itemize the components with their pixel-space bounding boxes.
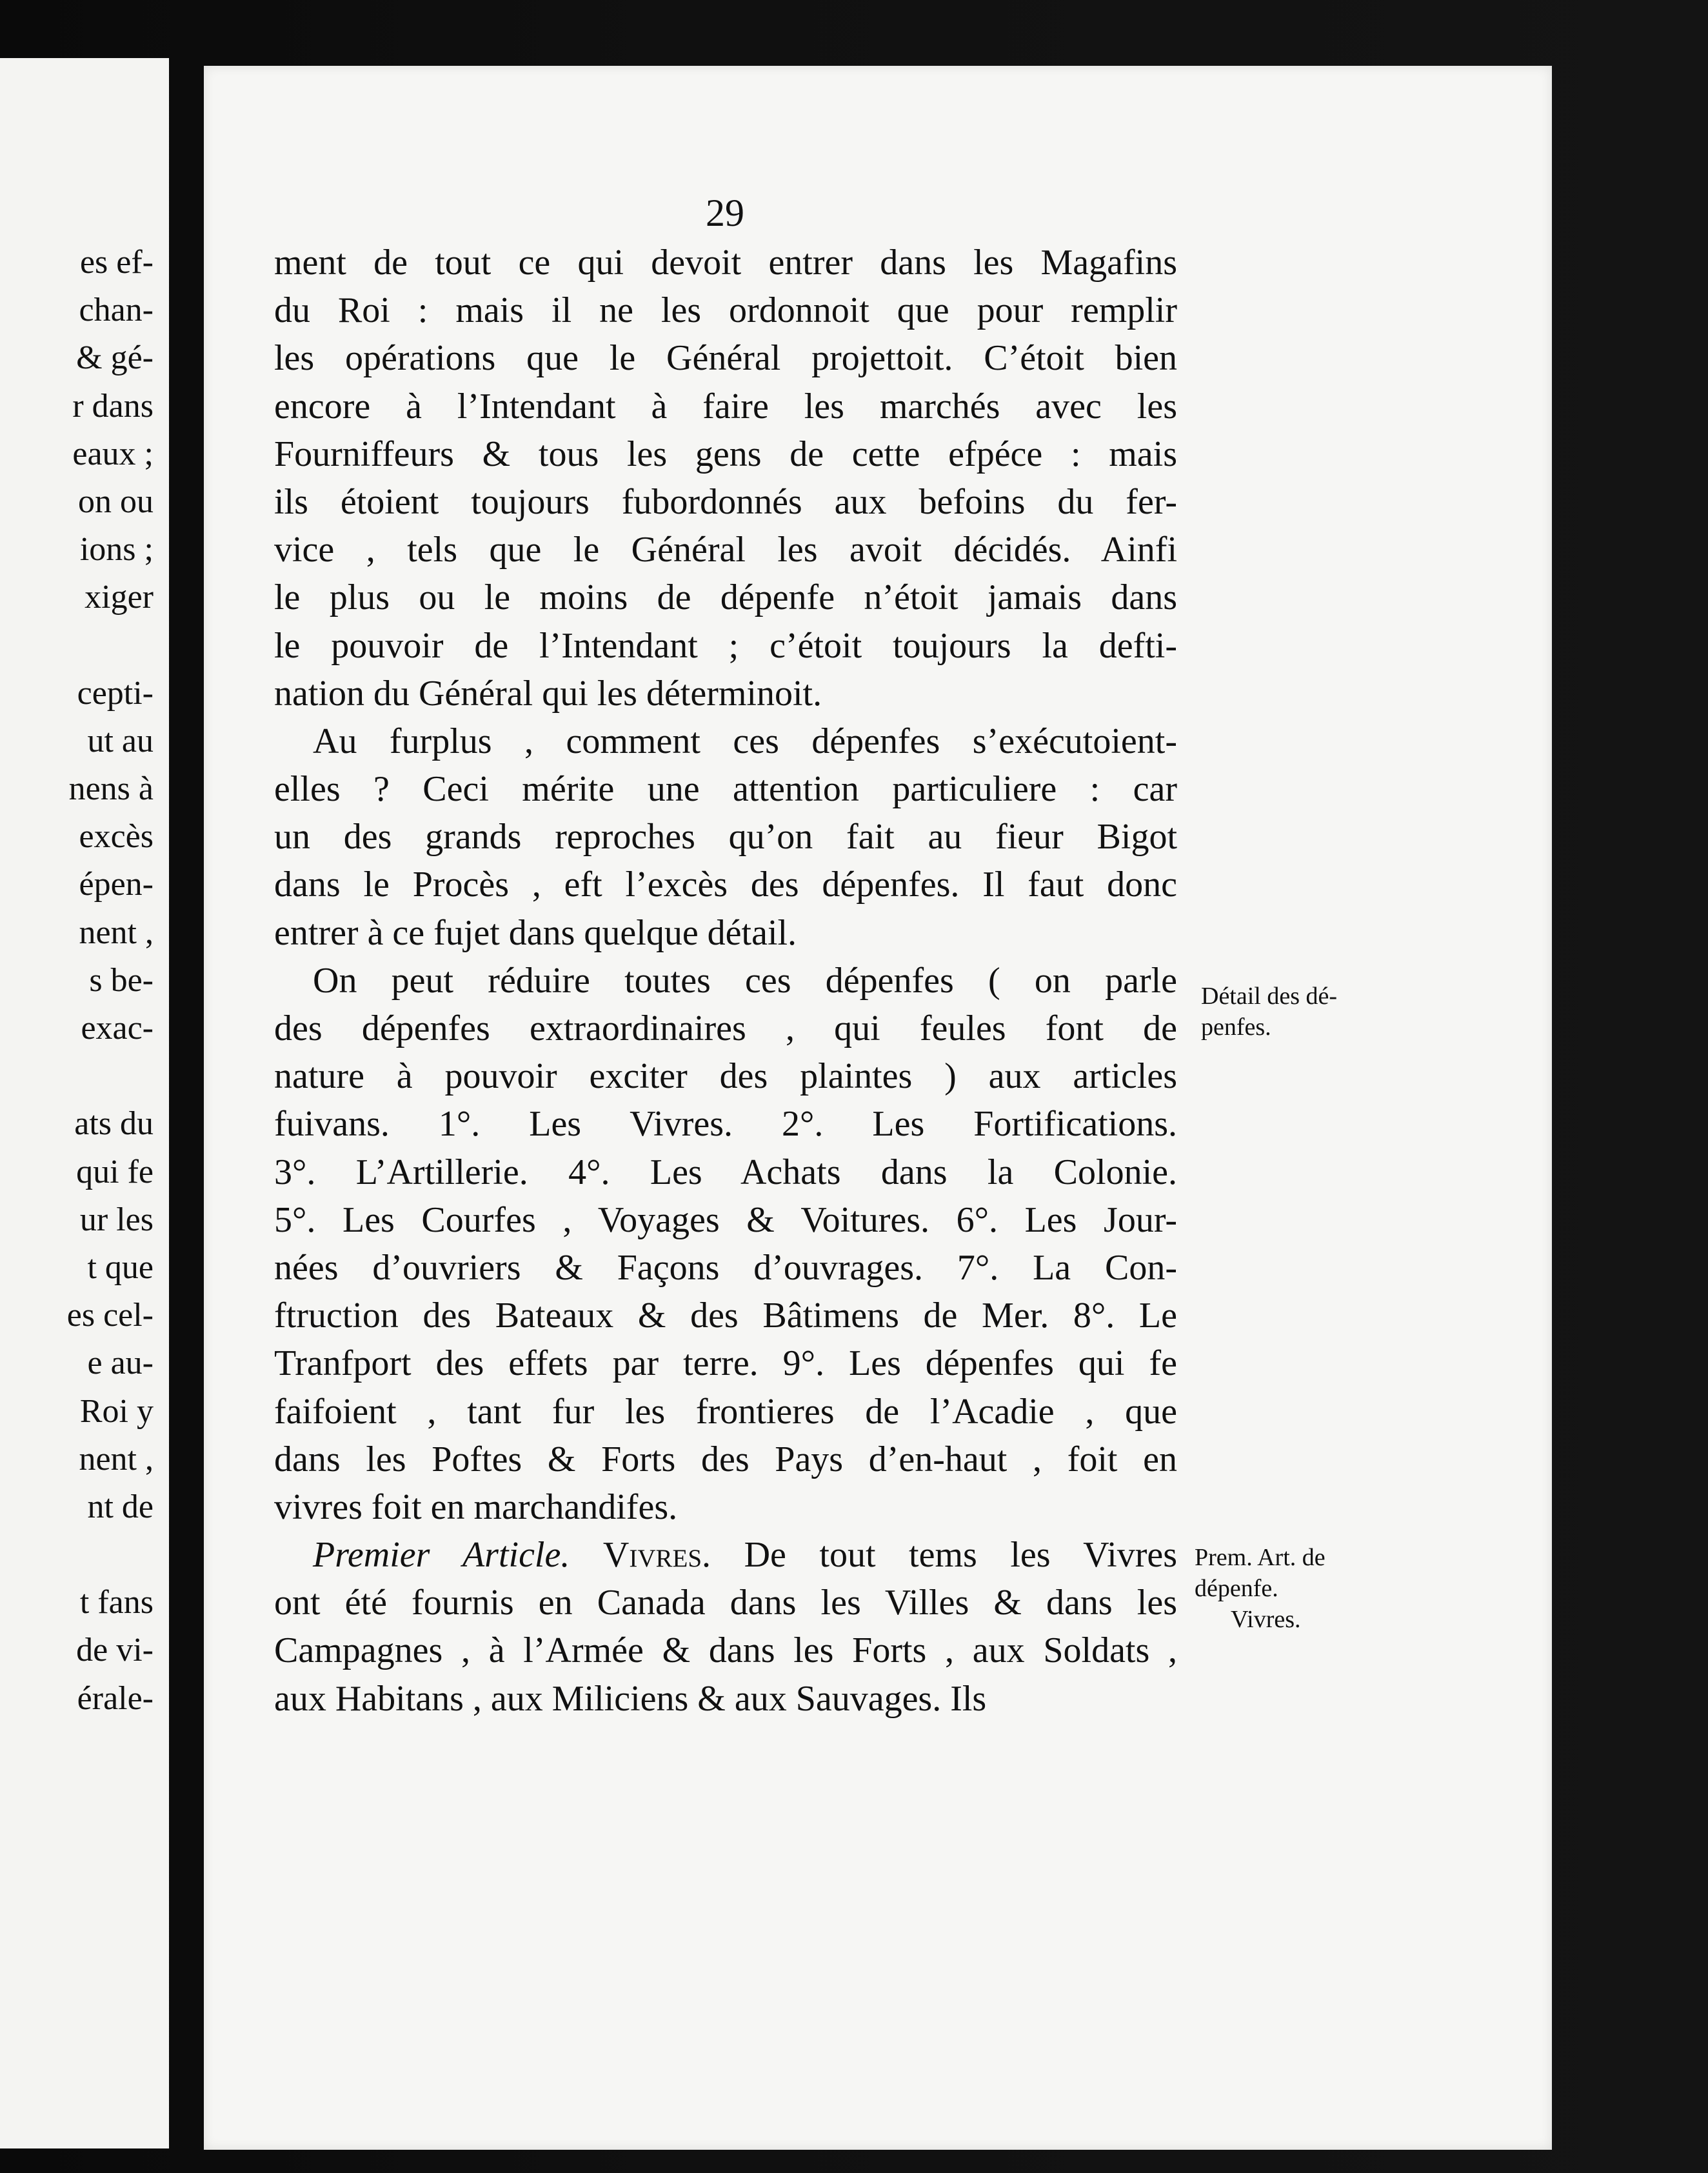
- text-line: dans les Poftes & Forts des Pays d’en-haut , foit en: [274, 1439, 1177, 1479]
- text-line: 5°. Les Courfes , Voyages & Voitures. 6°. Les Jour-: [274, 1199, 1177, 1240]
- text-line: ont été fournis en Canada dans les Villes & dans les: [274, 1583, 1177, 1623]
- text-line: vice , tels que le Général les avoit décidés. Ainfi: [274, 530, 1177, 570]
- facing-line: de vi-: [76, 1632, 154, 1669]
- text-line: du Roi : mais il ne les ordonnoit que pour remplir: [274, 290, 1177, 331]
- facing-line: exac-: [81, 1010, 154, 1046]
- text-line: nées d’ouvriers & Façons d’ouvrages. 7°. La Con-: [274, 1247, 1177, 1288]
- text-line: un des grands reproches qu’on fait au fieur Bigot: [274, 817, 1177, 857]
- facing-line: r dans: [72, 387, 154, 425]
- text-line: Fourniffeurs & tous les gens de cette efpéce : mais: [274, 434, 1177, 474]
- facing-line: xiger: [84, 579, 154, 616]
- facing-line: es cel-: [66, 1297, 154, 1334]
- text-line: elles ? Ceci mérite une attention particuliere : car: [274, 769, 1177, 810]
- text-line: entrer à ce fujet dans quelque détail.: [274, 912, 797, 953]
- facing-line: ut au: [87, 722, 154, 759]
- text-line: faifoient , tant fur les frontieres de l’Acadie , que: [274, 1391, 1177, 1432]
- text-line: ils étoient toujours fubordonnés aux befoins du fer-: [274, 481, 1177, 522]
- text-line: des dépenfes extraordinaires , qui feules font de: [274, 1008, 1177, 1048]
- body-text: [274, 239, 1177, 1723]
- facing-page-edge: [0, 58, 169, 2148]
- text-line: ment de tout ce qui devoit entrer dans les Magafins: [274, 243, 1177, 283]
- facing-line: nt de: [87, 1488, 154, 1525]
- facing-line: érale-: [77, 1679, 154, 1717]
- text-line: dans le Procès , eft l’excès des dépenfes. Il faut donc: [274, 865, 1177, 905]
- article-heading-line: [274, 1531, 1177, 1579]
- text-line: vivres foit en marchandifes.: [274, 1487, 678, 1527]
- text-line: nature à pouvoir exciter des plaintes ) aux articles: [274, 1056, 1177, 1097]
- facing-line: ur les: [79, 1201, 154, 1238]
- page-number: 29: [706, 192, 744, 234]
- text-line: Campagnes , à l’Armée & dans les Forts , aux Soldats ,: [274, 1630, 1177, 1671]
- facing-page-text: [0, 239, 154, 1723]
- facing-line: & gé-: [76, 339, 154, 377]
- facing-gap: [0, 1052, 154, 1100]
- facing-line: t que: [87, 1248, 154, 1286]
- text-line: le pouvoir de l’Intendant ; c’étoit toujours la defti-: [274, 625, 1177, 666]
- article-label: Premier Article.: [313, 1535, 570, 1576]
- marginal-line: penfes.: [1201, 1014, 1271, 1041]
- facing-line: cepti-: [77, 674, 154, 712]
- facing-line: épen-: [79, 866, 154, 903]
- marginal-line: Prem. Art. de: [1195, 1544, 1326, 1571]
- text-line: On peut réduire toutes ces dépenfes ( on parle: [313, 960, 1177, 1001]
- text-line: aux Habitans , aux Miliciens & aux Sauvages. Ils: [274, 1678, 987, 1719]
- text-line: ftruction des Bateaux & des Bâtimens de Mer. 8°. Le: [274, 1296, 1177, 1336]
- text-line: fuivans. 1°. Les Vivres. 2°. Les Fortifications.: [274, 1104, 1177, 1145]
- facing-line: chan-: [79, 292, 154, 329]
- facing-gap: [0, 622, 154, 670]
- article-text: De tout tems les Vivres: [744, 1535, 1178, 1576]
- facing-line: Roi y: [79, 1392, 154, 1430]
- marginal-line: dépenfe.: [1195, 1575, 1278, 1602]
- text-line: Au furplus , comment ces dépenfes s’exécutoient-: [313, 721, 1177, 761]
- facing-line: nent ,: [79, 914, 154, 951]
- facing-line: e au-: [87, 1345, 154, 1382]
- facing-line: qui fe: [76, 1153, 154, 1190]
- marginal-note-detail: [1201, 981, 1337, 1043]
- text-line: Tranfport des effets par terre. 9°. Les dépenfes qui fe: [274, 1343, 1177, 1384]
- facing-line: ions ;: [79, 531, 154, 568]
- text-line: les opérations que le Général projettoit. C’étoit bien: [274, 338, 1177, 379]
- facing-gap: [0, 1531, 154, 1579]
- facing-line: nens à: [68, 770, 154, 808]
- facing-line: ats du: [74, 1105, 154, 1143]
- text-line: nation du Général qui les déterminoit.: [274, 673, 822, 714]
- marginal-line: Vivres.: [1231, 1606, 1301, 1633]
- marginal-line: Détail des dé-: [1201, 983, 1338, 1010]
- facing-line: nent ,: [79, 1440, 154, 1477]
- facing-line: s be-: [89, 961, 154, 999]
- facing-line: t fans: [79, 1584, 154, 1621]
- facing-line: on ou: [78, 483, 154, 520]
- article-title: Vivres.: [602, 1535, 711, 1576]
- facing-line: excès: [79, 818, 154, 856]
- facing-line: eaux ;: [72, 435, 154, 472]
- text-line: encore à l’Intendant à faire les marchés avec les: [274, 386, 1177, 426]
- facing-line: es ef-: [79, 244, 154, 281]
- text-line: le plus ou le moins de dépenfe n’étoit jamais dans: [274, 577, 1177, 618]
- text-line: 3°. L’Artillerie. 4°. Les Achats dans la Colonie.: [274, 1152, 1177, 1192]
- marginal-note-vivres: [1195, 1542, 1326, 1635]
